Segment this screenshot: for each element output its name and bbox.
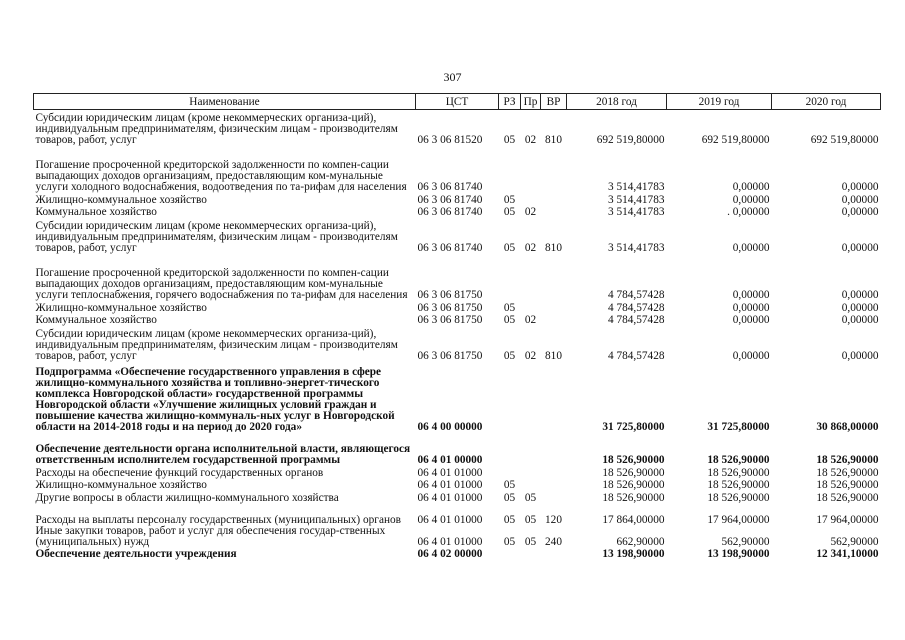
row-cst: 06 3 06 81750 <box>417 289 483 301</box>
table-row <box>34 206 881 219</box>
row-vr: 810 <box>545 350 562 362</box>
row-name: Другие вопросы в области жилищно-коммунального хозяйства <box>35 491 339 504</box>
table-header-row <box>34 94 881 110</box>
row-2019: 18 526,90000 <box>707 466 770 479</box>
row-2018: 4 784,57428 <box>608 301 665 314</box>
row-2018: 18 526,90000 <box>602 466 665 479</box>
row-name: Субсидии юридическим лицам (кроме некоммерческих организа-ций), индивидуальным предпринимателям, физическим лицам - производителям товаров, работ, услуг <box>35 220 398 254</box>
row-pr <box>521 433 541 466</box>
row-2020: 17 964,00000 <box>816 513 879 526</box>
row-vr <box>541 466 567 479</box>
row-cst: 06 3 06 81520 <box>417 134 483 146</box>
row-2018: 17 864,00000 <box>602 513 665 526</box>
table-row <box>34 193 881 206</box>
row-pr <box>521 146 541 193</box>
row-2019: 692 519,80000 <box>701 134 770 146</box>
row-2020: 0,00000 <box>841 242 879 254</box>
row-cst: 06 3 06 81740 <box>417 242 483 254</box>
row-2019: 0,00000 <box>732 314 770 326</box>
row-2018: 3 514,41783 <box>608 206 665 218</box>
row-name: Коммунальное хозяйство <box>35 314 157 326</box>
page-number: 307 <box>443 70 462 84</box>
header-2019: 2019 год <box>667 94 772 110</box>
row-2018: 13 198,90000 <box>602 548 665 560</box>
row-rz <box>499 146 521 193</box>
row-cst: 06 4 01 01000 <box>417 479 483 491</box>
row-2020: 0,00000 <box>841 181 879 193</box>
row-name: Расходы на обеспечение функций государственных органов <box>35 466 324 479</box>
row-pr <box>521 193 541 206</box>
row-vr <box>541 548 567 561</box>
row-2018: 662,90000 <box>616 535 665 548</box>
row-vr <box>541 206 567 219</box>
row-name: Обеспечение деятельности органа исполнительной власти, являющегося ответственным исполнителем государственной программы <box>35 443 411 466</box>
row-pr <box>521 479 541 492</box>
row-vr <box>541 491 567 504</box>
table-row <box>34 479 881 492</box>
table-row <box>34 504 881 526</box>
row-2018: 692 519,80000 <box>596 134 665 146</box>
row-name: Коммунальное хозяйство <box>35 206 157 218</box>
row-2018: 4 784,57428 <box>608 350 665 362</box>
row-vr <box>541 314 567 327</box>
table-row <box>34 146 881 193</box>
row-rz: 05 <box>503 491 516 504</box>
row-2019: 0,00000 <box>732 193 770 206</box>
row-pr: 02 <box>524 206 537 218</box>
row-rz <box>499 548 521 561</box>
row-pr <box>521 301 541 314</box>
table-row <box>34 526 881 548</box>
row-vr <box>541 479 567 492</box>
row-2019: 18 526,90000 <box>707 491 770 504</box>
row-pr: 02 <box>524 134 537 146</box>
row-2020: 692 519,80000 <box>810 134 879 146</box>
row-2019: 18 526,90000 <box>707 479 770 491</box>
row-2018: 18 526,90000 <box>602 491 665 504</box>
header-pr: Пр <box>521 94 541 110</box>
header-2020: 2020 год <box>772 94 881 110</box>
row-rz: 05 <box>503 513 516 526</box>
row-cst: 06 4 00 00000 <box>417 421 483 433</box>
row-rz: 05 <box>503 206 516 218</box>
row-2019: 562,90000 <box>721 535 770 548</box>
row-2020: 0,00000 <box>841 350 879 362</box>
row-2018: 4 784,57428 <box>608 314 665 326</box>
row-name: Погашение просроченной кредиторской задолженности по компен-сации выпадающих доходов организациям, предоставляющим ком-мунальные услуги теплоснабжения, горячего водоснабжения по та-рифам для населения <box>35 267 408 301</box>
table-row <box>34 491 881 504</box>
row-vr <box>541 254 567 301</box>
row-vr: 810 <box>545 134 562 146</box>
row-2019: 0,00000 <box>732 289 770 301</box>
row-rz: 05 <box>503 242 516 254</box>
row-rz: 05 <box>503 314 516 326</box>
row-pr: 02 <box>524 350 537 362</box>
row-2020: 18 526,90000 <box>816 466 879 479</box>
row-2018: 18 526,90000 <box>602 454 665 466</box>
row-rz: 05 <box>503 301 516 314</box>
row-vr <box>541 193 567 206</box>
table-row <box>34 218 881 254</box>
row-cst: 06 3 06 81750 <box>417 301 483 314</box>
row-2020: 18 526,90000 <box>816 491 879 504</box>
row-vr <box>541 433 567 466</box>
row-vr: 120 <box>545 513 562 526</box>
row-cst: 06 4 01 00000 <box>417 454 483 466</box>
row-2019: 0,00000 <box>732 181 770 193</box>
row-2018: 3 514,41783 <box>608 181 665 193</box>
row-2020: 0,00000 <box>841 206 879 218</box>
row-pr <box>521 548 541 561</box>
row-vr <box>541 146 567 193</box>
row-rz: 05 <box>503 193 516 206</box>
row-pr <box>521 362 541 433</box>
header-rz: РЗ <box>499 94 521 110</box>
row-2020: 0,00000 <box>841 193 879 206</box>
row-2020: 0,00000 <box>841 289 879 301</box>
row-2020: 18 526,90000 <box>816 454 879 466</box>
row-cst: 06 3 06 81750 <box>417 314 483 326</box>
row-pr: 05 <box>524 535 537 548</box>
row-2018: 4 784,57428 <box>608 289 665 301</box>
row-cst: 06 4 01 01000 <box>417 513 483 526</box>
row-rz <box>499 466 521 479</box>
row-cst: 06 4 01 01000 <box>417 491 483 504</box>
row-name: Иные закупки товаров, работ и услуг для обеспечения государ-ственных (муниципальных) нужд <box>35 524 386 548</box>
row-name: Субсидии юридическим лицам (кроме некоммерческих организа-ций), индивидуальным предпринимателям, физическим лицам - производителям товаров, работ, услуг <box>35 112 398 146</box>
table-row <box>34 110 881 147</box>
table-row <box>34 314 881 327</box>
row-rz: 05 <box>503 535 516 548</box>
row-2020: 18 526,90000 <box>816 479 879 491</box>
row-2019: . 0,00000 <box>727 206 770 218</box>
table-row <box>34 254 881 301</box>
row-cst: 06 3 06 81740 <box>417 181 483 193</box>
row-cst: 06 3 06 81750 <box>417 350 483 362</box>
row-pr: 05 <box>524 491 537 504</box>
row-pr: 05 <box>524 513 537 526</box>
row-2019: 13 198,90000 <box>707 548 770 560</box>
row-rz <box>499 433 521 466</box>
row-pr <box>521 466 541 479</box>
row-name: Обеспечение деятельности учреждения <box>35 548 237 560</box>
row-2019: 0,00000 <box>732 350 770 362</box>
row-name: Жилищно-коммунальное хозяйство <box>35 301 207 314</box>
header-name: Наименование <box>34 94 416 110</box>
table-row <box>34 301 881 314</box>
header-cst: ЦСТ <box>416 94 499 110</box>
table-row <box>34 466 881 479</box>
row-rz: 05 <box>503 134 516 146</box>
row-cst: 06 3 06 81740 <box>417 206 483 218</box>
row-2020: 0,00000 <box>841 314 879 326</box>
row-2020: 12 341,10000 <box>816 548 879 560</box>
row-2018: 3 514,41783 <box>608 242 665 254</box>
row-pr: 02 <box>524 314 537 326</box>
row-name: Погашение просроченной кредиторской задолженности по компен-сации выпадающих доходов организациям, предоставляющим ком-мунальные услуги холодного водоснабжения, водоотведения по та-рифам для населения <box>35 159 407 193</box>
row-vr: 810 <box>545 242 562 254</box>
header-vr: ВР <box>541 94 567 110</box>
row-vr <box>541 362 567 433</box>
row-cst: 06 3 06 81740 <box>417 193 483 206</box>
row-2020: 562,90000 <box>830 535 879 548</box>
row-2020: 30 868,00000 <box>816 421 879 433</box>
row-name: Субсидии юридическим лицам (кроме некоммерческих организа-ций), индивидуальным предпринимателям, физическим лицам - производителям товаров, работ, услуг <box>35 328 398 362</box>
row-cst: 06 4 01 01000 <box>417 466 483 479</box>
row-2019: 31 725,80000 <box>707 421 770 433</box>
row-rz: 05 <box>503 479 516 491</box>
row-name: Подпрограмма «Обеспечение государственного управления в сфере жилищно-коммунального хозяйства и топливно-энергет-тического комплекса Новгородской области» государственной программы Новгородской области «Улучшение жилищных условий граждан и повышение качества жилищно-коммуналь-ных услуг в Новгородской области на 2014-2018 годы и на период до 2020 года» <box>35 366 395 433</box>
table-row <box>34 326 881 362</box>
header-2018: 2018 год <box>567 94 667 110</box>
row-pr <box>521 254 541 301</box>
budget-table <box>33 93 881 560</box>
row-2018: 31 725,80000 <box>602 421 665 433</box>
table-row <box>34 362 881 433</box>
row-vr <box>541 301 567 314</box>
row-pr: 02 <box>524 242 537 254</box>
row-2019: 0,00000 <box>732 242 770 254</box>
row-name: Расходы на выплаты персоналу государственных (муниципальных) органов <box>35 513 401 526</box>
row-2019: 17 964,00000 <box>707 513 770 526</box>
row-vr: 240 <box>545 535 562 548</box>
row-rz <box>499 362 521 433</box>
table-row <box>34 548 881 561</box>
table-row <box>34 433 881 466</box>
row-2020: 0,00000 <box>841 301 879 314</box>
row-name: Жилищно-коммунальное хозяйство <box>35 479 207 491</box>
row-cst: 06 4 02 00000 <box>417 548 483 560</box>
row-2018: 3 514,41783 <box>608 193 665 206</box>
row-rz: 05 <box>503 350 516 362</box>
row-2018: 18 526,90000 <box>602 479 665 491</box>
row-cst: 06 4 01 01000 <box>417 535 483 548</box>
row-rz <box>499 254 521 301</box>
row-2019: 18 526,90000 <box>707 454 770 466</box>
row-name: Жилищно-коммунальное хозяйство <box>35 193 207 206</box>
row-2019: 0,00000 <box>732 301 770 314</box>
